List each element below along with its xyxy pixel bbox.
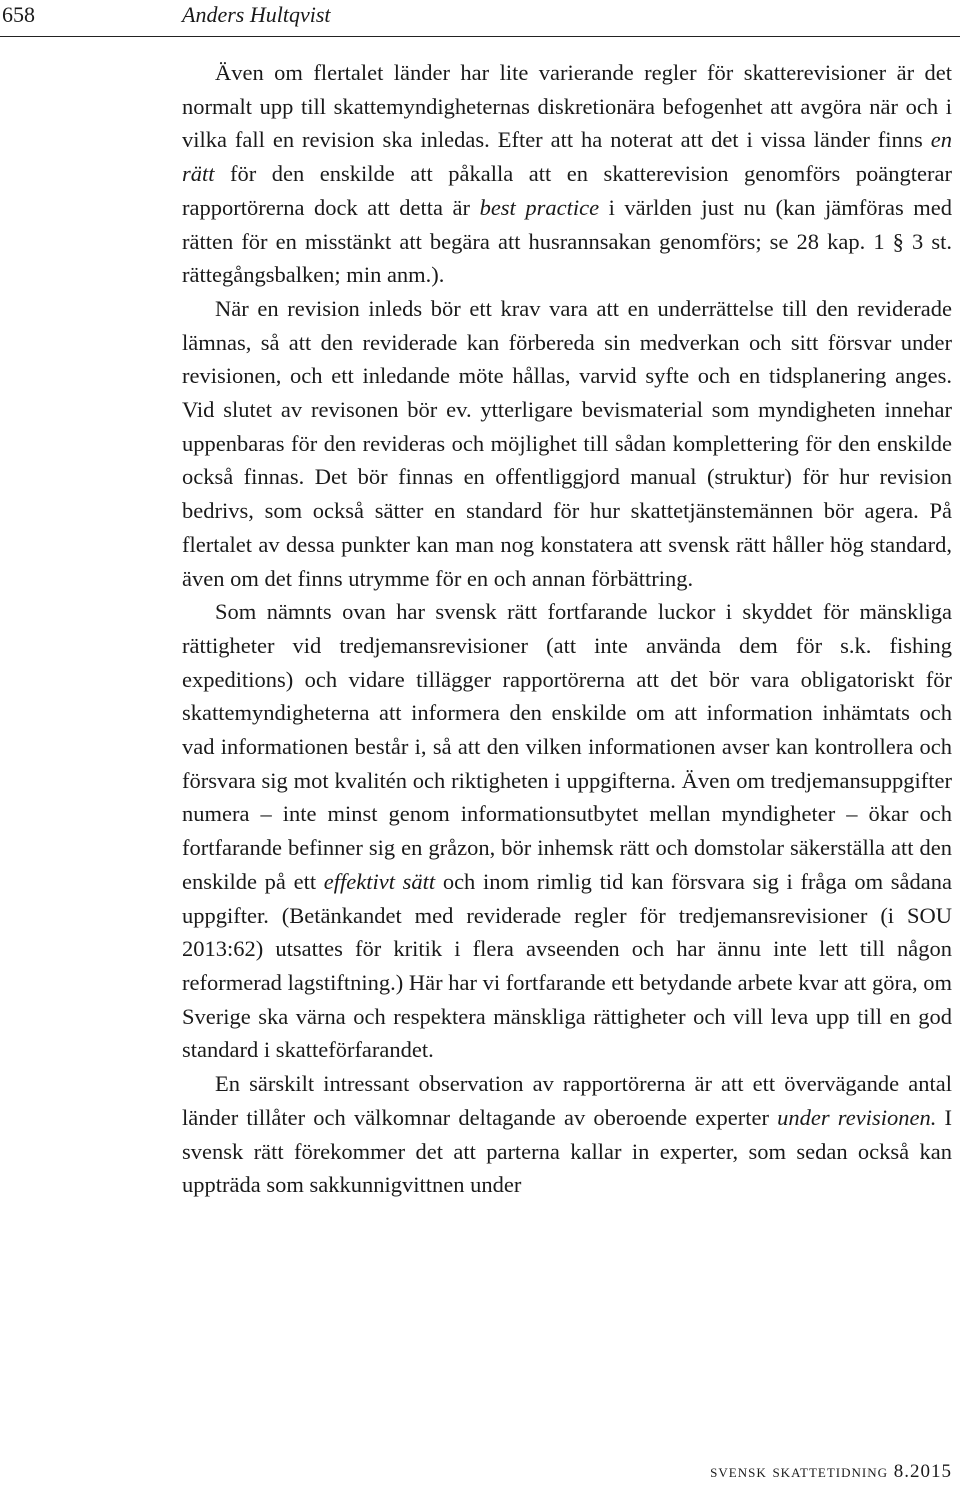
paragraph-4-emphasis-1: under revisionen.: [777, 1104, 937, 1130]
paragraph-4-text-2: I svensk rätt förekommer det att parterna kallar in experter, som sedan också kan uppträda som sakkunnigvittnen under: [182, 1104, 952, 1198]
paragraph-1: [182, 56, 952, 292]
paragraph-3-emphasis-1: effektivt sätt: [323, 868, 436, 894]
paragraph-1-text-1: Även om flertalet länder har lite varierande regler för skatterevisioner är det normalt upp till skattemyndigheternas diskretionära befogenhet att avgöra när och i vilka fall en revision ska inledas. Efter att ha noterat att det i vissa länder finns: [182, 60, 952, 153]
article-body: [182, 56, 952, 1202]
paragraph-2: När en revision inleds bör ett krav vara att en underrättelse till den reviderade lämnas, så att den reviderade kan förbereda sin medverkan och sitt försvar under revisionen, och ett inledande möte hållas, varvid syfte och en tidsplanering anges. Vid slutet av revisonen bör ev. ytterligare bevismaterial som myndigheten innehar uppenbaras för den revideras och möjlighet till sådan komplettering för den enskilde också finnas. Det bör finnas en offentliggjord manual (struktur) för hur revision bedrivs, som också sätter en standard för hur skattetjänstemännen bör agera. På flertalet av dessa punkter kan man nog konstatera att svensk rätt håller hög standard, även om det finns utrymme för en och annan förbättring.: [182, 295, 952, 591]
paragraph-1-text-2: för den enskilde att påkalla att en skatterevision genomförs poängterar rapportörerna dock att detta är: [182, 161, 952, 220]
paragraph-3-text-1: Som nämnts ovan har svensk rätt fortfarande luckor i skyddet för mänskliga rättigheter vid tredjemansrevisioner (att inte använda dem för s.k. fishing expeditions) och vidare tillägger rapportörerna att det bör vara obligatoriskt för skattemyndigheterna att informera den enskilde om att information inhämtats och vad informationen består i, så att den vilken informationen avser kan kontrollera och försvara sig mot kvalitén och riktigheten i uppgifterna. Även om tredjemansuppgifter numera – inte minst genom informationsutbytet mellan myndigheter – ökar och fortfarande befinner sig en gråzon, bör inhemsk rätt och domstolar säkerställa att den enskilde på ett: [182, 599, 952, 894]
paragraph-4-text-1: En särskilt intressant observation av rapportörerna är att ett övervägande antal länder tillåter och välkomnar deltagande av oberoende experter: [182, 1071, 952, 1130]
page-number: 658: [2, 2, 35, 27]
paragraph-1-emphasis-1: en rätt: [182, 127, 952, 187]
paragraph-1-text-3: i världen just nu (kan jämföras med rätten för en misstänkt att begära att husrannsakan genomförs; se 28 kap. 1 § 3 st. rättegångsbalken; min anm.).: [182, 194, 952, 288]
journal-footer: svensk skattetidning 8.2015: [710, 1461, 952, 1482]
running-head-author: Anders Hultqvist: [182, 2, 331, 27]
paragraph-3: [182, 595, 952, 1067]
paragraph-1-emphasis-2: best practice: [479, 194, 600, 220]
paragraph-3-text-2: och inom rimlig tid kan försvara sig i fråga om sådana uppgifter. (Betänkandet med reviderade regler för tredjemansrevisioner (i SOU 2013:62) utsattes för kritik i flera avseenden och har ännu inte lett till någon reformerad lagstiftning.) Här har vi fortfarande ett betydande arbete kvar att göra, om Sverige ska värna och respektera mänskliga rättigheter och vill leva upp till en god standard i skatteförfarandet.: [182, 868, 952, 1063]
page-header: [0, 0, 960, 37]
paragraph-4: [182, 1067, 952, 1202]
